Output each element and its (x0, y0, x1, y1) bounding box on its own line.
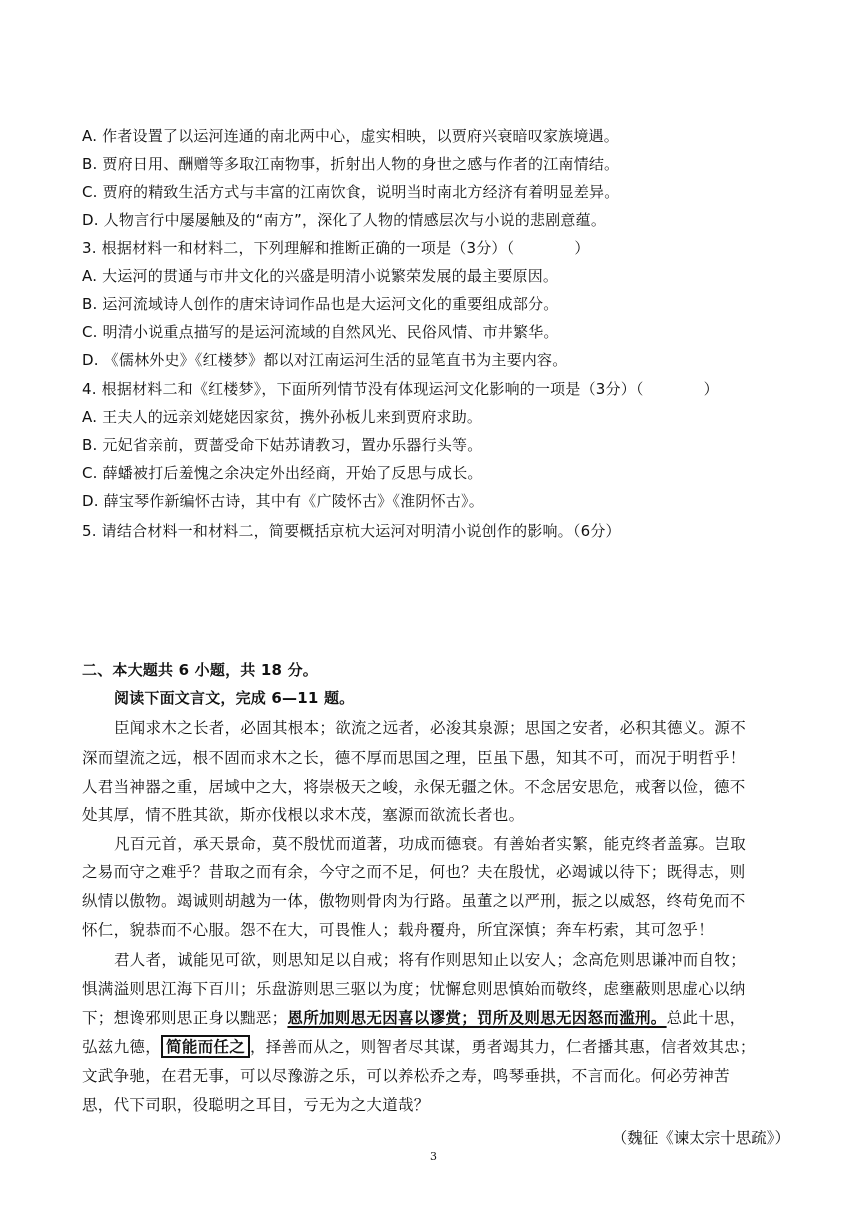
passage-line: 深而望流之远，根不固而求木之长，德不厚而思国之理，臣虽下愚，知其不可，而况于明哲乎！ (82, 749, 746, 767)
q3-option-c: C. 明清小说重点描写的是运河流域的自然风光、民俗风情、市井繁华。 (82, 323, 559, 341)
passage-text: 弘兹九德， (82, 1038, 162, 1056)
passage-text: 下；想谗邪则思正身以黜恶； (82, 1009, 288, 1027)
option-d: D. 人物言行中屡屡触及的“南方”，深化了人物的情感层次与小说的悲剧意蕴。 (82, 211, 607, 229)
passage-line: 人君当神器之重，居域中之大，将崇极天之峻，永保无疆之休。不念居安思危，戒奢以俭，德不 (82, 778, 746, 796)
option-b: B. 贾府日用、酬赠等多取江南物事，折射出人物的身世之感与作者的江南情结。 (82, 155, 620, 173)
q4-option-b: B. 元妃省亲前，贾蔷受命下姑苏请教习，置办乐器行头等。 (82, 436, 483, 454)
passage-line: 惧满溢则思江海下百川；乐盘游则思三驱以为度；忧懈怠则思慎始而敬终，虑壅蔽则思虚心以纳 (82, 980, 746, 998)
q3-option-d: D. 《儒林外史》《红楼梦》都以对江南运河生活的显笔直书为主要内容。 (82, 351, 568, 369)
passage-line: 凡百元首，承天景命，莫不殷忧而道著，功成而德衰。有善始者实繁，能克终者盖寡。岂取 (114, 835, 747, 853)
section-instruction: 阅读下面文言文，完成 6—11 题。 (114, 689, 355, 707)
answer-paren-close: ） (703, 380, 719, 398)
passage-text: 总此十思， (666, 1009, 746, 1027)
boxed-phrase: 简能而任之 (161, 1035, 250, 1058)
passage-line: 臣闻求木之长者，必固其根本；欲流之远者，必浚其泉源；思国之安者，必积其德义。源不 (114, 719, 747, 737)
q3-option-a: A. 大运河的贯通与市井文化的兴盛是明清小说繁荣发展的最主要原因。 (82, 267, 559, 285)
passage-text: ，择善而从之，则智者尽其谋，勇者竭其力，仁者播其惠，信者效其忠； (250, 1038, 756, 1056)
passage-line: 之易而守之难乎？昔取之而有余，今守之而不足，何也？夫在殷忧，必竭诚以待下；既得志，则 (82, 863, 746, 881)
q4-option-c: C. 薛蟠被打后羞愧之余决定外出经商，开始了反思与成长。 (82, 464, 483, 482)
passage-line: 处其厚，情不胜其欲，斯亦伐根以求木茂，塞源而欲流长者也。 (82, 806, 525, 824)
option-c: C. 贾府的精致生活方式与丰富的江南饮食，说明当时南北方经济有着明显差异。 (82, 183, 620, 201)
option-a: A. 作者设置了以运河连通的南北两中心，虚实相映，以贾府兴衰暗叹家族境遇。 (82, 127, 619, 145)
passage-line: 怀仁，貌恭而不心服。怨不在大，可畏惟人；载舟覆舟，所宜深慎；奔车朽索，其可忽乎！ (82, 921, 715, 939)
passage-line: 君人者，诚能见可欲，则思知足以自戒；将有作则思知止以安人；念高危则思谦冲而自牧； (114, 951, 747, 969)
page-number: 3 (430, 1150, 437, 1163)
question-4-stem (82, 379, 802, 399)
section-heading: 二、本大题共 6 小题，共 18 分。 (82, 661, 319, 679)
passage-line (82, 1037, 802, 1057)
question-4-text: 4. 根据材料二和《红楼梦》，下面所列情节没有体现运河文化影响的一项是（3分）（ (82, 380, 644, 398)
question-5: 5. 请结合材料一和材料二，简要概括京杭大运河对明清小说创作的影响。（6分） (82, 522, 621, 540)
answer-paren-close: ） (574, 239, 590, 257)
q4-option-a: A. 王夫人的远亲刘姥姥因家贫，携外孙板儿来到贾府求助。 (82, 408, 483, 426)
passage-source: （魏征《谏太宗十思疏》） (611, 1129, 790, 1147)
q4-option-d: D. 薛宝琴作新编怀古诗，其中有《广陵怀古》《淮阴怀古》。 (82, 492, 484, 510)
passage-line (82, 1008, 802, 1028)
question-3-stem (82, 238, 802, 258)
passage-line: 文武争驰，在君无事，可以尽豫游之乐，可以养松乔之寿，鸣琴垂拱，不言而化。何必劳神苦 (82, 1067, 730, 1085)
underlined-sentence: 恩所加则思无因喜以谬赏；罚所及则思无因怒而滥刑。 (287, 1008, 667, 1027)
passage-line: 思，代下司职，役聪明之耳目，亏无为之大道哉？ (82, 1096, 430, 1114)
passage-line: 纵情以傲物。竭诚则胡越为一体，傲物则骨肉为行路。虽董之以严刑，振之以威怒，终苟免而不 (82, 892, 746, 910)
q3-option-b: B. 运河流域诗人创作的唐宋诗词作品也是大运河文化的重要组成部分。 (82, 295, 559, 313)
question-3-text: 3. 根据材料一和材料二，下列理解和推断正确的一项是（3分）（ (82, 239, 515, 257)
